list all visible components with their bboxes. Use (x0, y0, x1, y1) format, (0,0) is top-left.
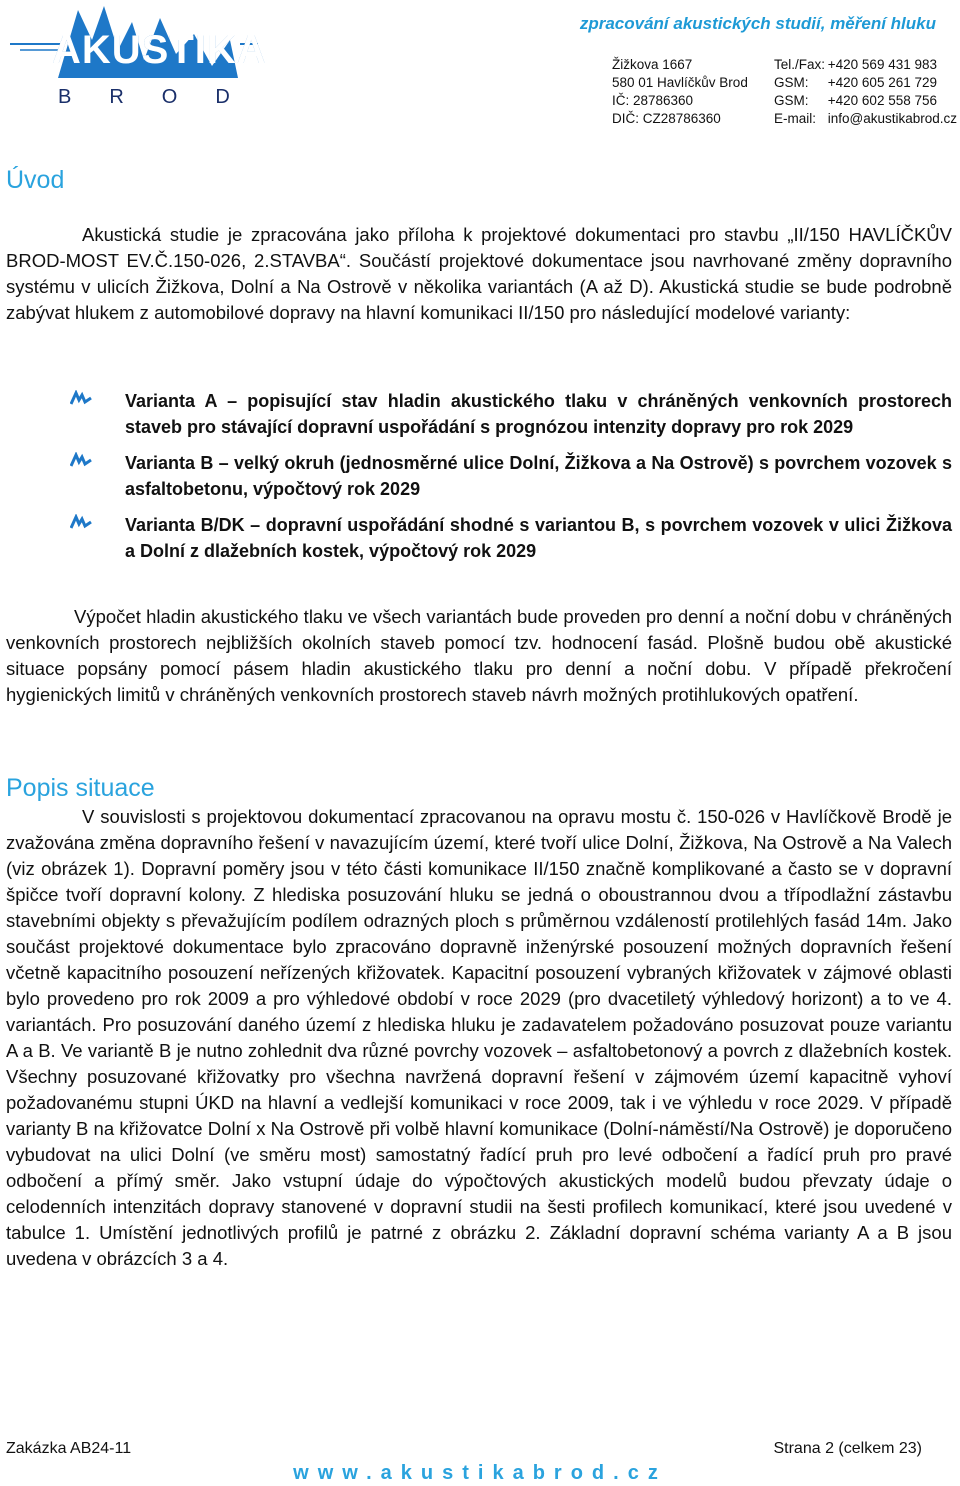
address-line: 580 01 Havlíčkův Brod (612, 75, 748, 90)
section-title-situation: Popis situace (6, 774, 155, 802)
contact-label: GSM: (774, 75, 809, 90)
contact-label: E-mail: (774, 111, 817, 126)
situation-paragraph: V souvislosti s projektovou dokumentací zpracovanou na opravu mostu č. 150-026 v Havlíčkově Brodě je zvažována změna dopravního řešení v navazujícím území, které tvoří ulice Dolní, Žižkova, Na Ostrově a Na Valech (viz obrázek 1). Dopravní poměry jsou v této části komunikace II/150 značně komplikované a často se v dopravní špičce tvoří dopravní kolony. Z hlediska posuzování hluku se jedná o oboustrannou dvou a třípodlažní zástavbu stavebními objekty s převažujícím podílem odrazných ploch s průměrnou vzdáleností protilehlých fasád 14m. Jako součást projektové dokumentace bylo zpracováno dopravně inženýrské posouzení možných dopravních řešení včetně kapacitního posouzení neřízených křižovatek. Kapacitní posouzení vybraných křižovatek v zájmové oblasti bylo provedeno pro rok 2009 a pro výhledové období v roce 2029 (pro dvacetiletý výhledový horizont) a to ve 4. variantách. Pro posuzování daného území z hlediska hluku je zadavatelem požadováno posuzovat pouze variantu A a B. Ve variantě B je nutno zohlednit dva různé povrchy vozovek – asfaltobetonový a povrch z dlažebních kostek. Všechny posuzované křižovatky pro všechna navržená dopravní řešení v zájmovém území kapacitně vyhoví požadovanému stupni ÚKD na hlavní a vedlejší komunikaci v roce 2009, tak i ve výhledu v roce 2029. V případě varianty B na křižovatce Dolní x Na Ostrově při volbě hlavní komunikace (Dolní-náměstí/Na Ostrově) je doporučeno vybudovat na ulici Dolní (ve směru most) samostatný řadící pruh pro levé odbočení a řadící pruh pro pravé odbočení a přímý směr. Jako vstupní údaje do výpočtových akustických modelů budou převzaty údaje o celodenních intenzitách dopravy stanovené v dopravní studii na šesti profilech komunikací, které jsou uvedené v tabulce 1. Umístění jednotlivých profilů je patrné z obrázku 2. Základní dopravní schéma varianty A a B jsou uvedena v obrázcích 3 a 4. (6, 806, 952, 1269)
variant-text: Varianta B – velký okruh (jednosměrné ulice Dolní, Žižkova a Na Ostrově) s povrchem vozovek s asfaltobetonu, výpočtový rok 2029 (125, 453, 952, 499)
list-item (64, 450, 952, 502)
calculation-paragraph: Výpočet hladin akustického tlaku ve všech variantách bude proveden pro denní a noční dobu v chráněných venkovních prostorech nejbližších okolních staveb pomocí tzv. hodnocení fasád. Plošně budou obě akustické situace popsány pomocí pásem hladin akustického tlaku pro denní a noční dobu. V případě překročení hygienických limitů v chráněných venkovních prostorech staveb návrh možných protihlukových opatření. (6, 606, 952, 705)
list-item (64, 512, 952, 564)
contact-line (774, 56, 957, 74)
phone-value: +420 569 431 983 (827, 57, 937, 72)
dic-line: DIČ: CZ28786360 (612, 111, 721, 126)
phone-value: +420 602 558 756 (827, 93, 937, 108)
bullet-icon (70, 514, 92, 530)
variant-text: Varianta A – popisující stav hladin akustického tlaku v chráněných venkovních prostorech staveb pro stávající dopravní uspořádání s prognózou intenzity dopravy pro rok 2029 (125, 391, 952, 437)
section-title-intro: Úvod (6, 166, 65, 194)
email-value[interactable]: info@akustikabrod.cz (827, 111, 958, 126)
variant-text: Varianta B/DK – dopravní uspořádání shodné s variantou B, s povrchem vozovek v ulici Žižkova a Dolní z dlažebních kostek, výpočtový rok 2029 (125, 515, 952, 561)
logo-text: AKUSTIKA (52, 28, 267, 72)
contact-label: GSM: (774, 93, 809, 108)
list-item (64, 388, 952, 440)
ico-line: IČ: 28786360 (612, 93, 694, 108)
intro-paragraph: Akustická studie je zpracována jako příloha k projektové dokumentaci pro stavbu „II/150 HAVLÍČKŮV BROD-MOST EV.Č.150-026, 2.STAVBA“. Součástí projektové dokumentace jsou navrhované změny dopravního systému v ulicích Žižkova, Dolní a Na Ostrově v několika variantách (A až D). Akustická studie se bude podrobně zabývat hlukem z automobilové dopravy na hlavní komunikaci II/150 pro následující modelové varianty: (6, 224, 952, 323)
contact-line (774, 74, 957, 92)
order-number: Zakázka AB24-11 (6, 1440, 132, 1457)
contact-label: Tel./Fax: (774, 57, 826, 72)
contact-line (774, 110, 957, 128)
bullet-icon (70, 452, 92, 468)
bullet-icon (70, 390, 92, 406)
phone-value: +420 605 261 729 (827, 75, 937, 90)
variant-list (64, 388, 952, 574)
logo-city: BROD (58, 86, 268, 108)
address-line: Žižkova 1667 (612, 57, 693, 72)
company-tagline: zpracování akustických studií, měření hluku (579, 14, 936, 33)
company-address (612, 56, 748, 128)
page-number: Strana 2 (celkem 23) (773, 1440, 922, 1457)
company-contacts (774, 56, 957, 128)
website-link[interactable]: www.akustikabrod.cz (293, 1462, 667, 1484)
page-header (0, 0, 960, 130)
contact-line (774, 92, 957, 110)
